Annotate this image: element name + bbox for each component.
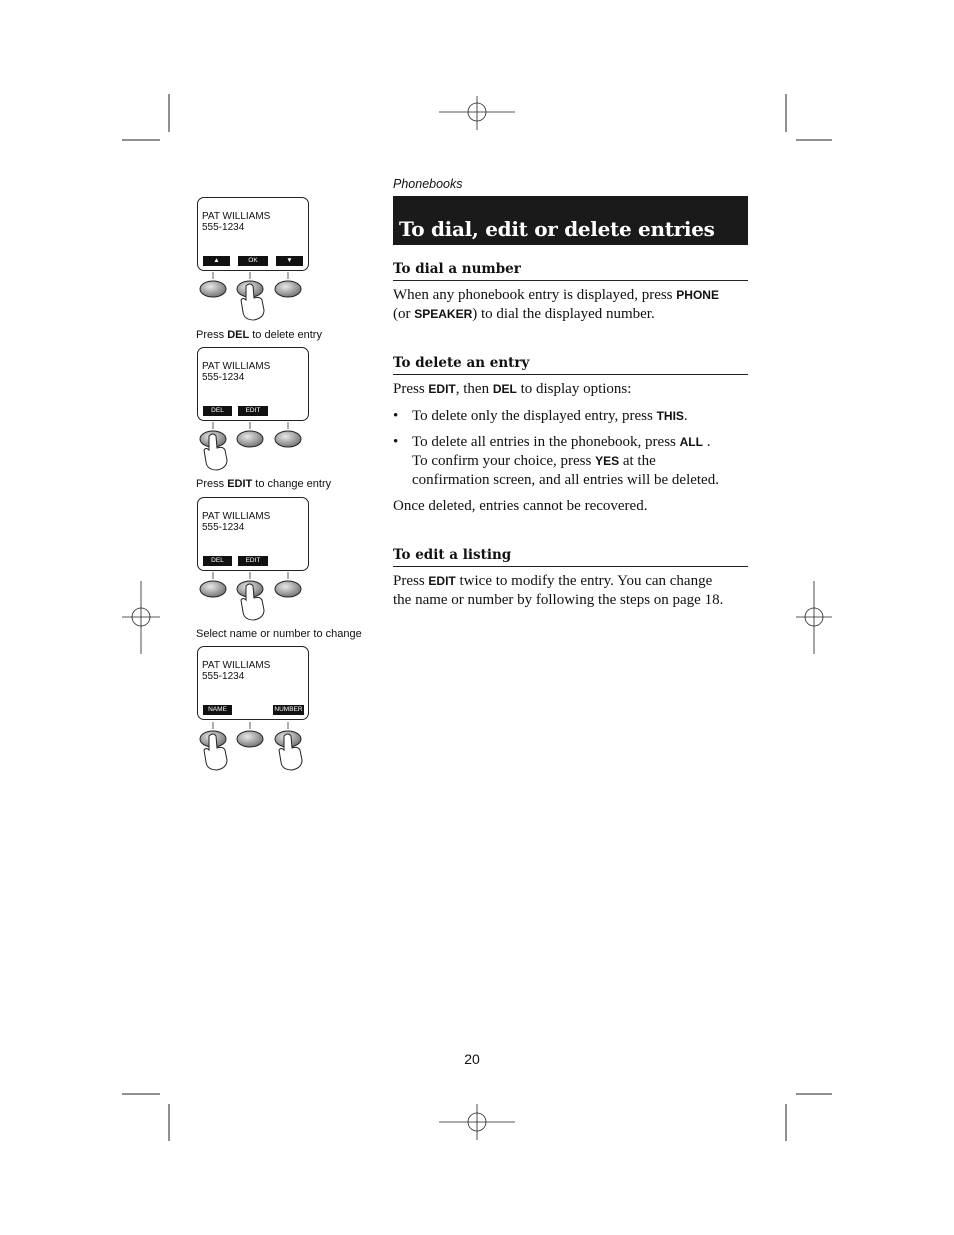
text: . xyxy=(683,408,688,424)
text: the name or number by following the steps on page 18. xyxy=(393,592,724,608)
caption-key: DEL xyxy=(227,329,250,341)
screen-number: 555-1234 xyxy=(202,372,245,383)
bullet-delete-this xyxy=(393,407,753,426)
text: Press xyxy=(393,573,429,589)
text: (or xyxy=(393,306,415,322)
key-yes: YES xyxy=(595,454,620,468)
section-label: Phonebooks xyxy=(393,177,463,191)
bullet: • xyxy=(393,434,399,450)
text: Press xyxy=(196,329,228,341)
screen-number: 555-1234 xyxy=(202,671,245,682)
key-speaker: SPEAKER xyxy=(414,307,473,321)
caption-select: Select name or number to change xyxy=(196,628,362,640)
key-del: DEL xyxy=(492,382,517,396)
text: to change entry xyxy=(252,478,332,490)
text: When any phonebook entry is displayed, press xyxy=(393,287,677,303)
page-number: 20 xyxy=(464,1051,480,1067)
phone-buttons-2 xyxy=(195,422,315,472)
phone-screen-3 xyxy=(197,497,309,571)
phone-buttons-4 xyxy=(195,722,315,772)
softkey-edit: EDIT xyxy=(238,406,268,416)
softkey-del: DEL xyxy=(203,406,232,416)
text: Press xyxy=(393,381,429,397)
screen-name: PAT WILLIAMS xyxy=(202,211,271,222)
caption-edit xyxy=(196,478,331,490)
text: to delete entry xyxy=(249,329,322,341)
delete-paragraph xyxy=(393,380,753,399)
screen-name: PAT WILLIAMS xyxy=(202,511,271,522)
text: ) to dial the displayed number. xyxy=(472,306,655,322)
softkey-del: DEL xyxy=(203,556,232,566)
delete-warning: Once deleted, entries cannot be recovered. xyxy=(393,498,648,514)
heading-edit: To edit a listing xyxy=(393,547,748,567)
softkey-ok: OK xyxy=(238,256,268,266)
softkey-down-icon: ▼ xyxy=(276,256,303,266)
heading-dial: To dial a number xyxy=(393,261,748,281)
key-all: ALL xyxy=(679,435,703,449)
key-this: THIS xyxy=(656,409,684,423)
softkey-up-icon: ▲ xyxy=(203,256,230,266)
key-edit: EDIT xyxy=(428,574,456,588)
bullet-delete-all xyxy=(393,433,753,490)
text: To confirm your choice, press xyxy=(412,453,596,469)
text: at the xyxy=(619,453,656,469)
text: to display options: xyxy=(516,381,632,397)
text: Press xyxy=(196,478,228,490)
dial-paragraph xyxy=(393,286,753,324)
text: twice to modify the entry. You can change xyxy=(455,573,713,589)
text: To delete all entries in the phonebook, press xyxy=(412,434,680,450)
key-phone: PHONE xyxy=(676,288,719,302)
phone-screen-2 xyxy=(197,347,309,421)
caption-delete xyxy=(196,329,322,341)
screen-name: PAT WILLIAMS xyxy=(202,361,271,372)
text: , then xyxy=(455,381,493,397)
heading-delete: To delete an entry xyxy=(393,355,748,375)
caption-key: EDIT xyxy=(227,478,253,490)
softkey-number: NUMBER xyxy=(274,706,303,713)
text: . xyxy=(702,434,711,450)
phone-buttons-3 xyxy=(195,572,315,622)
screen-number: 555-1234 xyxy=(202,222,245,233)
key-edit: EDIT xyxy=(428,382,456,396)
bullet: • xyxy=(393,408,399,424)
title-bar xyxy=(393,196,748,245)
page-title: To dial, edit or delete entries xyxy=(399,217,715,241)
screen-number: 555-1234 xyxy=(202,522,245,533)
edit-paragraph xyxy=(393,572,753,610)
phone-screen-4 xyxy=(197,646,309,720)
softkey-name: NAME xyxy=(203,705,232,715)
screen-name: PAT WILLIAMS xyxy=(202,660,271,671)
text: To delete only the displayed entry, press xyxy=(412,408,657,424)
phone-buttons-1 xyxy=(195,272,315,322)
phone-screen-1 xyxy=(197,197,309,271)
text: confirmation screen, and all entries will be deleted. xyxy=(412,472,719,488)
softkey-edit: EDIT xyxy=(238,556,268,566)
